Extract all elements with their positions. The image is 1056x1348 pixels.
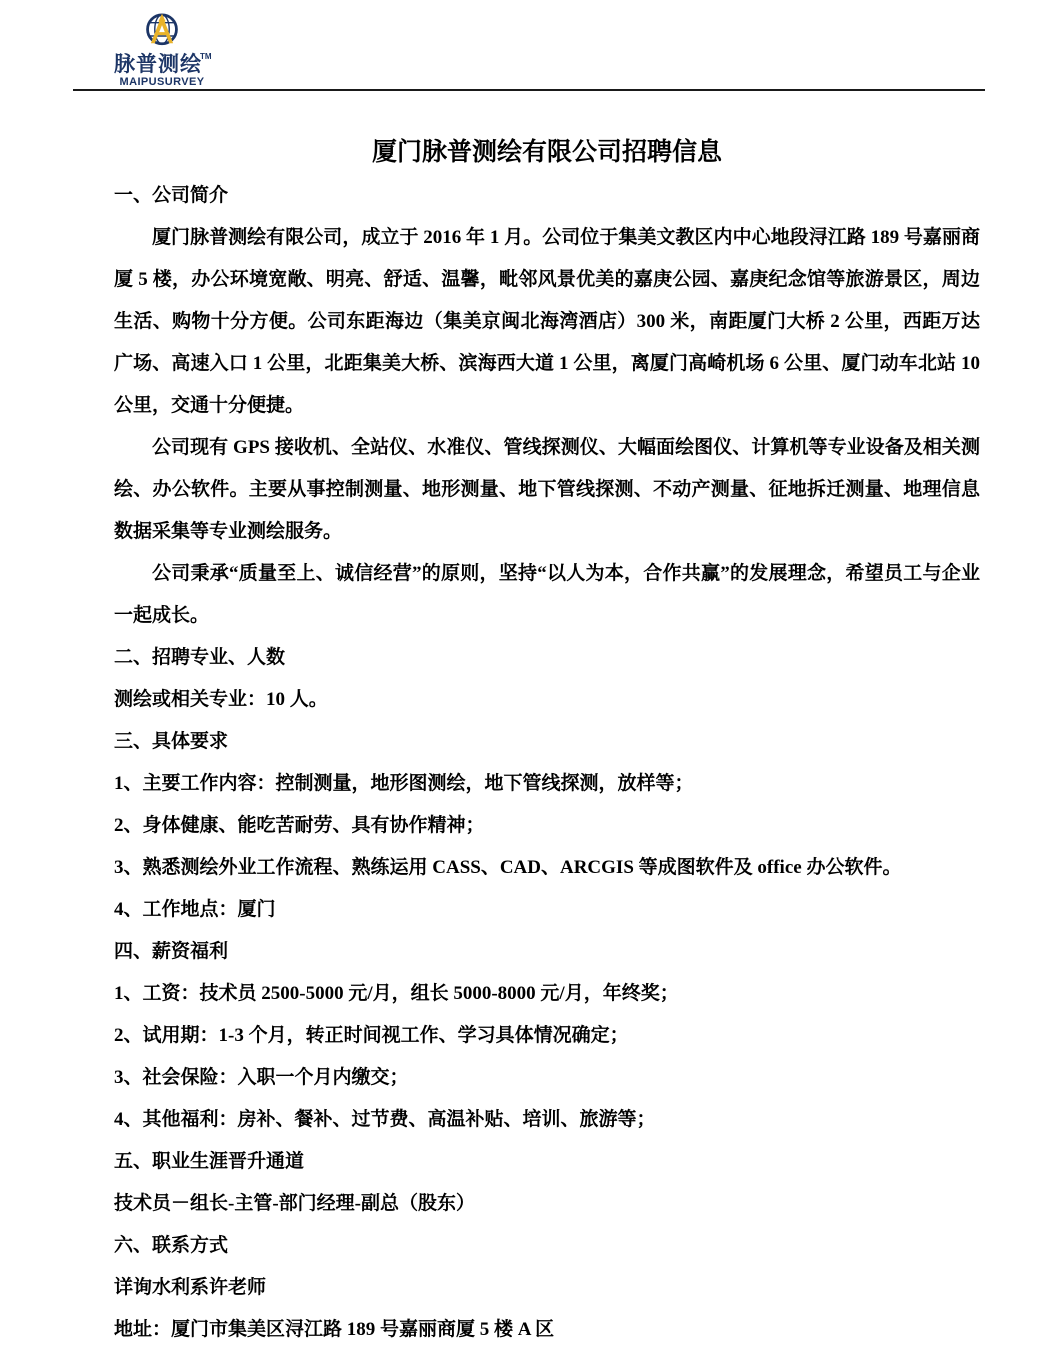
section-heading-company-intro: 一、公司简介 <box>114 185 229 206</box>
section-heading-salary-benefits: 四、薪资福利 <box>114 941 229 962</box>
trademark-mark: TM <box>200 52 212 61</box>
line-major-headcount: 测绘或相关专业：10 人。 <box>114 689 328 710</box>
paragraph-company-values: 公司秉承“质量至上、诚信经营”的原则，坚持“以人为本，合作共赢”的发展理念，希望员工与企业一起成长。 <box>114 563 980 626</box>
globe-tripod-icon <box>142 11 182 51</box>
requirement-item-4: 4、工作地点：厦门 <box>114 899 276 920</box>
document-body <box>114 91 980 1348</box>
brand-name-row <box>114 53 210 75</box>
benefit-item-1: 1、工资：技术员 2500-5000 元/月，组长 5000-8000 元/月，年终奖； <box>114 983 679 1004</box>
company-logo <box>114 11 210 88</box>
requirement-item-1: 1、主要工作内容：控制测量，地形图测绘，地下管线探测，放样等； <box>114 773 694 794</box>
paragraph-equipment-services: 公司现有 GPS 接收机、全站仪、水准仪、管线探测仪、大幅面绘图仪、计算机等专业设备及相关测绘、办公软件。主要从事控制测量、地形测量、地下管线探测、不动产测量、征地拆迁测量、地理信息数据采集等专业测绘服务。 <box>114 437 980 542</box>
page-title: 厦门脉普测绘有限公司招聘信息 <box>371 139 722 166</box>
line-contact-person: 详询水利系许老师 <box>114 1277 267 1298</box>
paragraph-company-overview: 厦门脉普测绘有限公司，成立于 2016 年 1 月。公司位于集美文教区内中心地段浔江路 189 号嘉丽商厦 5 楼，办公环境宽敞、明亮、舒适、温馨，毗邻风景优美的嘉庚公园、嘉庚纪念馆等旅游景区，周边生活、购物十分方便。公司东距海边（集美京闽北海湾酒店）300 米，南距厦门大桥 2 公里，西距万达广场、高速入口 1 公里，北距集美大桥、滨海西大道 1 公里，离厦门高崎机场 6 公里、厦门动车北站 10 公里，交通十分便捷。 <box>114 227 980 416</box>
brand-name-cn: 脉普测绘 <box>114 53 202 76</box>
requirement-item-2: 2、身体健康、能吃苦耐劳、具有协作精神； <box>114 815 485 836</box>
line-career-ladder: 技术员－组长-主管-部门经理-副总（股东） <box>114 1193 475 1214</box>
section-heading-career-path: 五、职业生涯晋升通道 <box>114 1151 305 1172</box>
letterhead <box>0 0 1056 91</box>
line-contact-address: 地址：厦门市集美区浔江路 189 号嘉丽商厦 5 楼 A 区 <box>114 1319 555 1340</box>
brand-name-en: MAIPUSURVEY <box>119 76 205 88</box>
benefit-item-4: 4、其他福利：房补、餐补、过节费、高温补贴、培训、旅游等； <box>114 1109 656 1130</box>
benefit-item-2: 2、试用期：1-3 个月，转正时间视工作、学习具体情况确定； <box>114 1025 629 1046</box>
section-heading-requirements: 三、具体要求 <box>114 731 229 752</box>
requirement-item-3: 3、熟悉测绘外业工作流程、熟练运用 CASS、CAD、ARCGIS 等成图软件及 office 办公软件。 <box>114 857 902 878</box>
benefit-item-3: 3、社会保险：入职一个月内缴交； <box>114 1067 409 1088</box>
section-heading-contact: 六、联系方式 <box>114 1235 229 1256</box>
section-heading-positions: 二、招聘专业、人数 <box>114 647 286 668</box>
